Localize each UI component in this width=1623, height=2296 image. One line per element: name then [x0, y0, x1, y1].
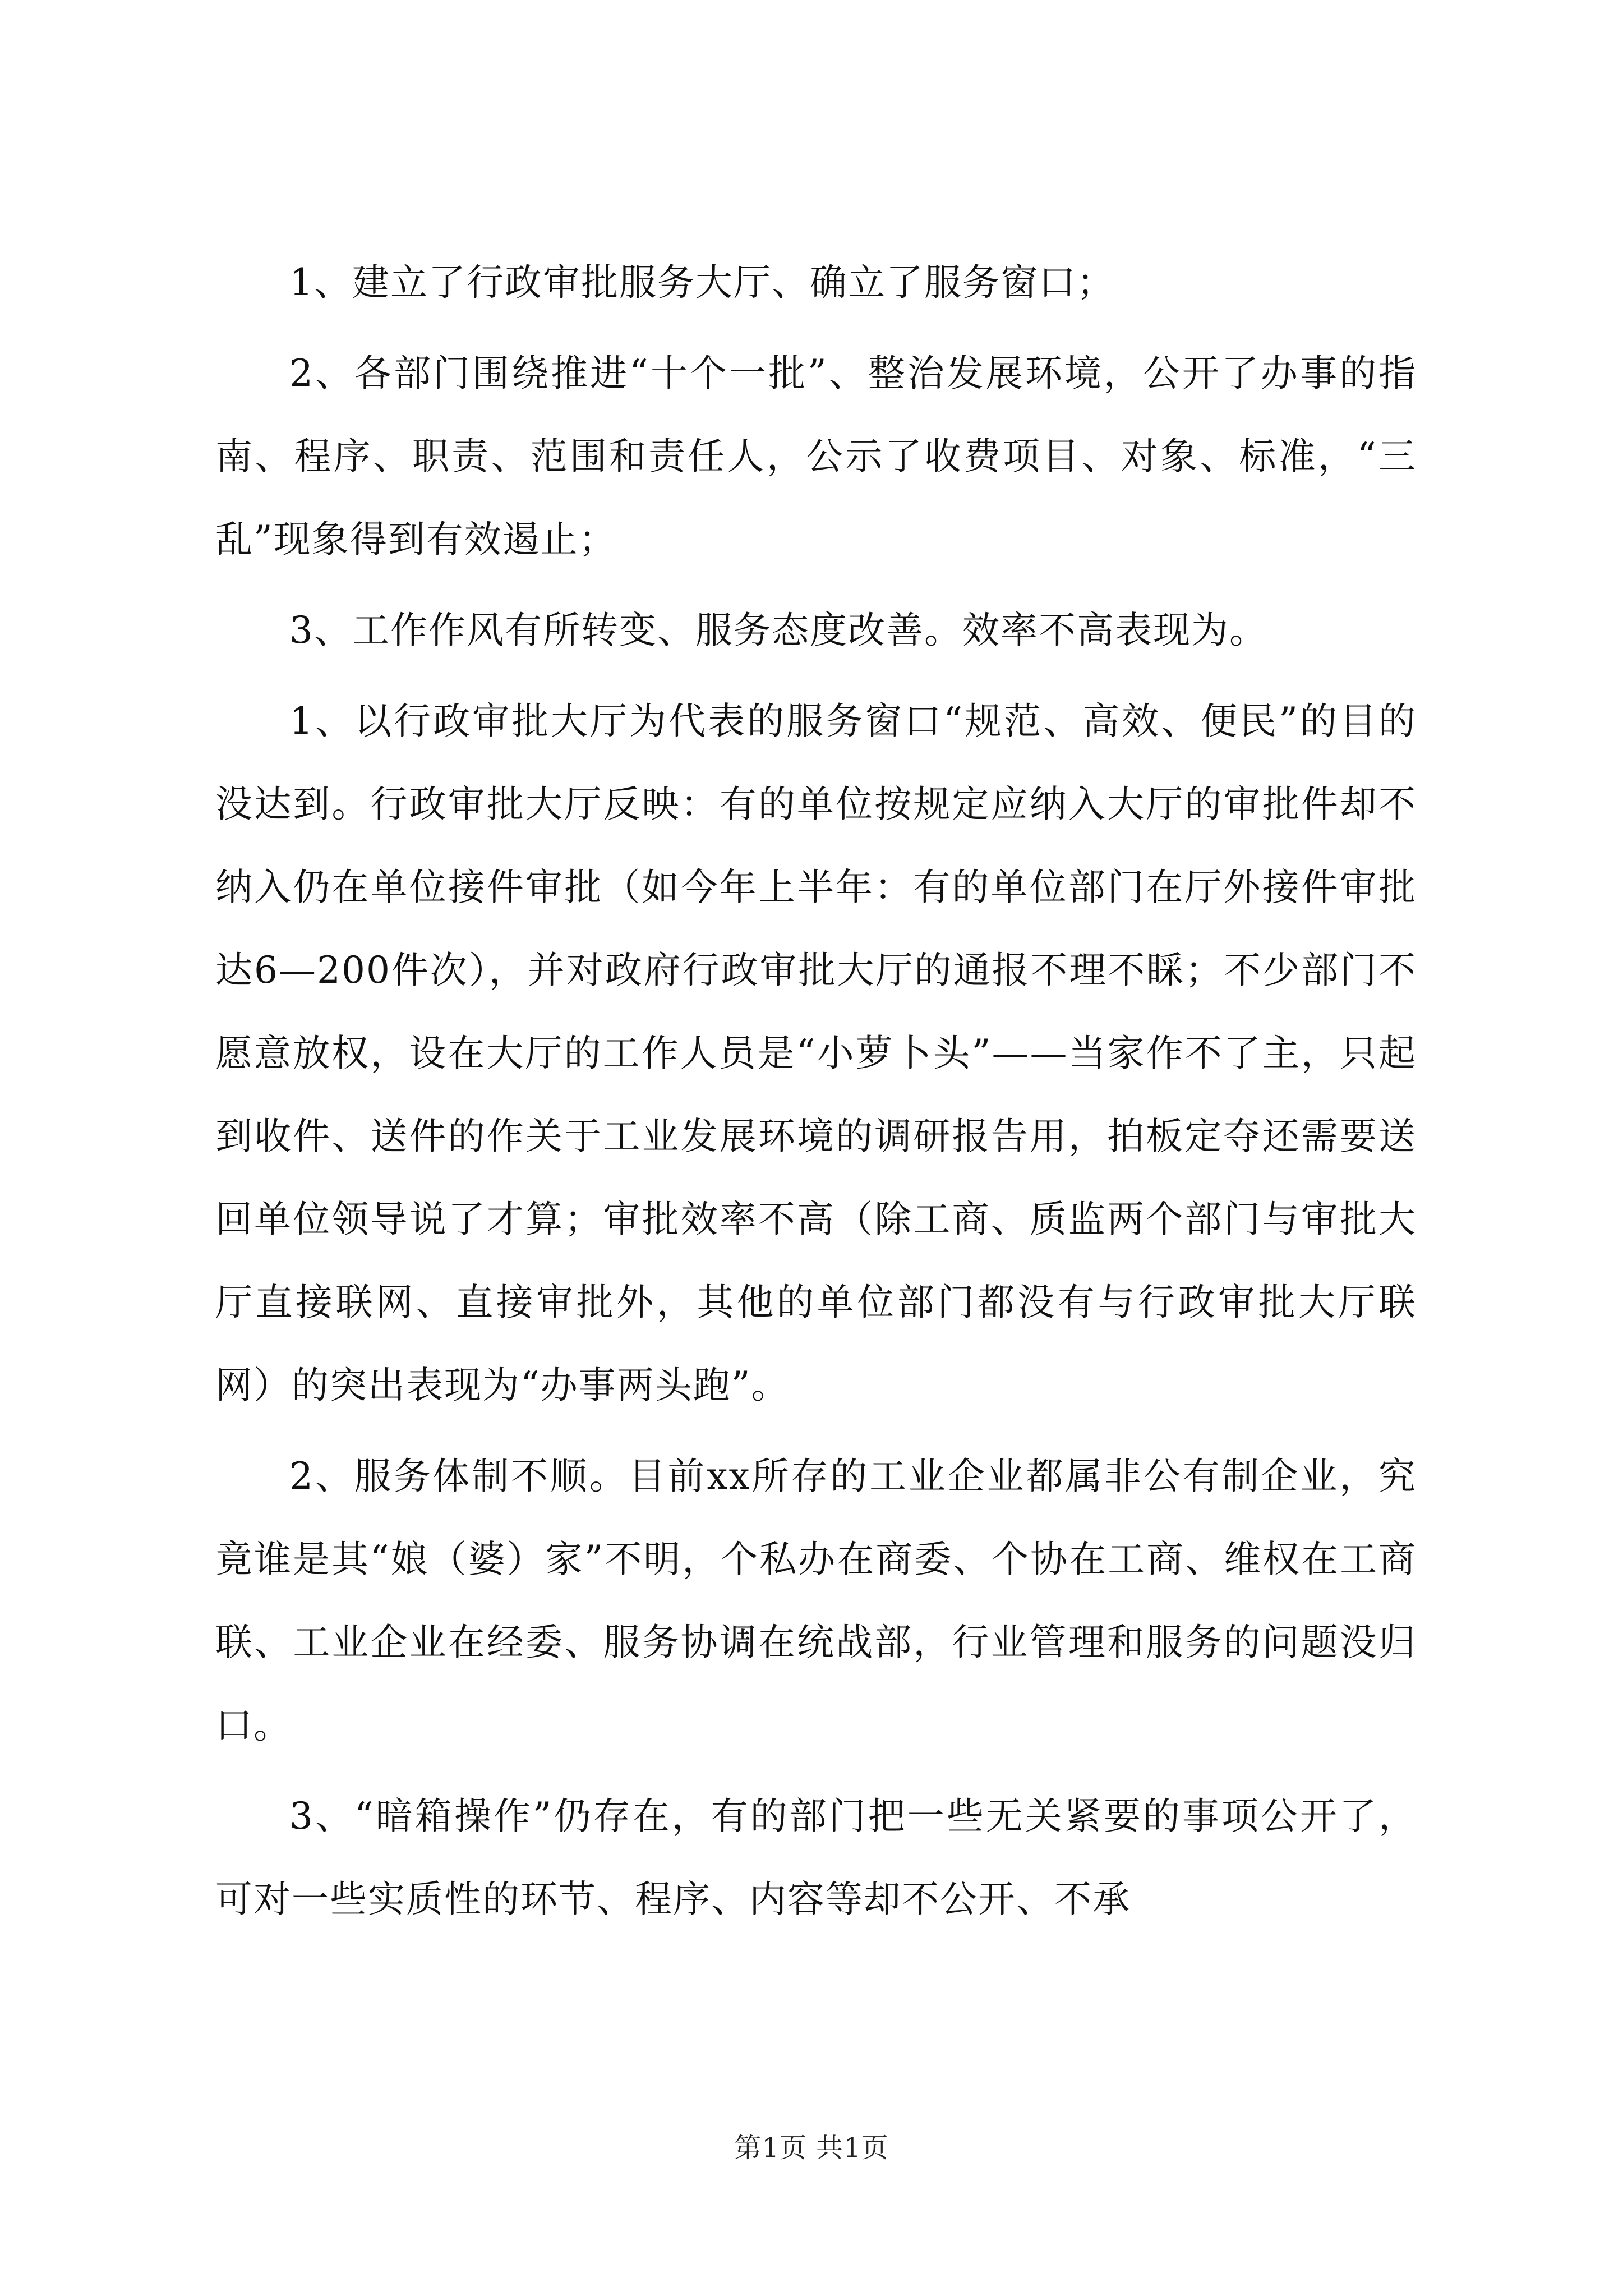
page-number-footer: 第1页 共1页 — [734, 2132, 889, 2164]
document-body — [215, 241, 1417, 1941]
paragraph-4: 1、以行政审批大厅为代表的服务窗口“规范、高效、便民”的目的没达到。行政审批大厅反映：有的单位按规定应纳入大厅的审批件却不纳入仍在单位接件审批（如今年上半年：有的单位部门在厅外接件审批达6—200件次），并对政府行政审批大厅的通报不理不睬；不少部门不愿意放权，设在大厅的工作人员是“小萝卜头”——当家作不了主，只起到收件、送件的作关于工业发展环境的调研报告用，拍板定夺还需要送回单位领导说了才算；审批效率不高（除工商、质监两个部门与审批大厅直接联网、直接审批外，其他的单位部门都没有与行政审批大厅联网）的突出表现为“办事两头跑”。 — [215, 700, 1417, 1407]
paragraph-6: 3、“暗箱操作”仍存在，有的部门把一些无关紧要的事项公开了，可对一些实质性的环节、程序、内容等却不公开、不承 — [215, 1795, 1417, 1921]
paragraph-2: 2、各部门围绕推进“十个一批”、整治发展环境，公开了办事的指南、程序、职责、范围和责任人，公示了收费项目、对象、标准，“三乱”现象得到有效遏止； — [215, 352, 1417, 561]
paragraph-1: 1、建立了行政审批服务大厅、确立了服务窗口； — [289, 261, 1115, 304]
paragraph-5: 2、服务体制不顺。目前xx所存的工业企业都属非公有制企业，究竟谁是其“娘（婆）家”不明，个私办在商委、个协在工商、维权在工商联、工业企业在经委、服务协调在统战部，行业管理和服务的问题没归口。 — [215, 1455, 1417, 1747]
paragraph-3: 3、工作作风有所转变、服务态度改善。效率不高表现为。 — [289, 609, 1267, 652]
